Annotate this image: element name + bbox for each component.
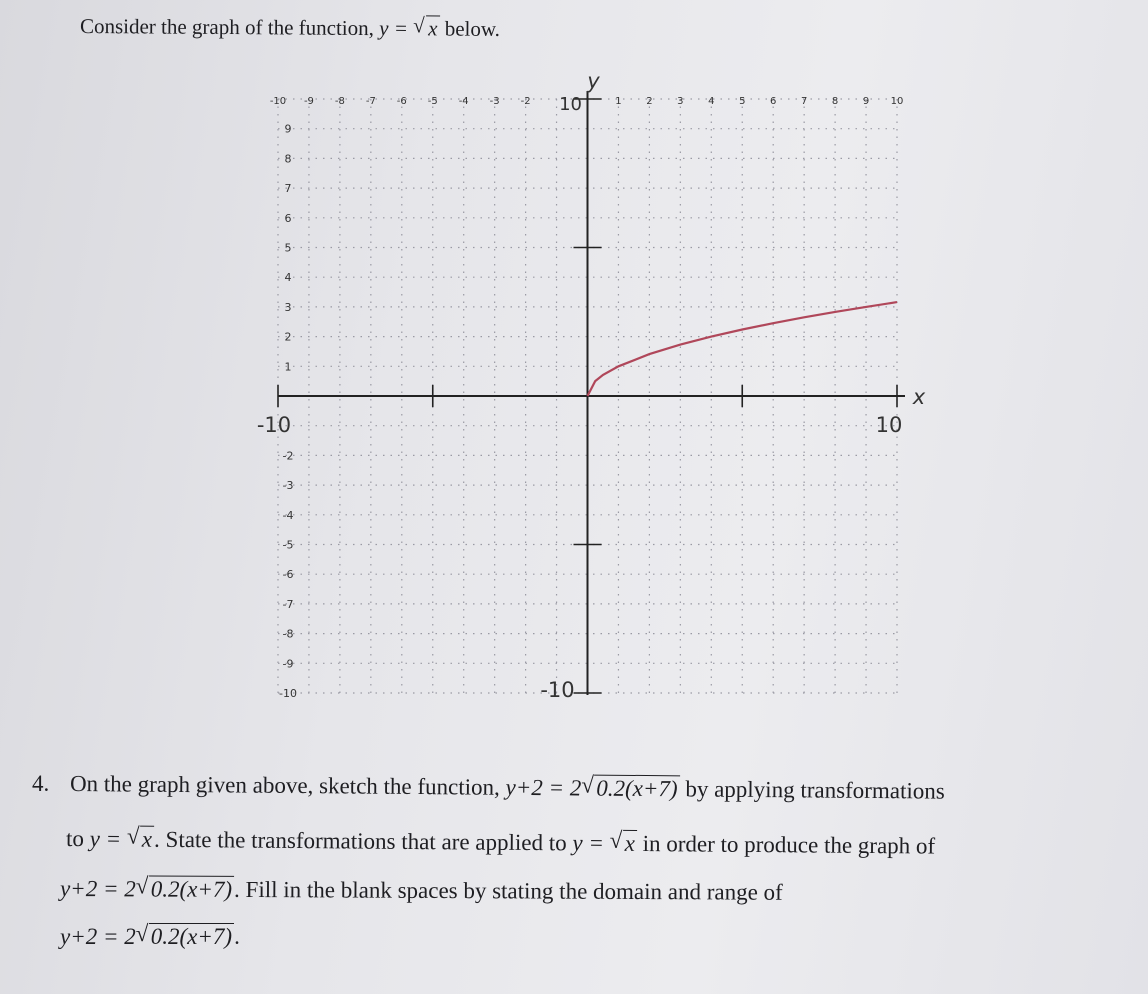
top-tick-label: -3 xyxy=(489,96,500,107)
sqrt-x-curve xyxy=(588,302,898,396)
top-tick-label: -8 xyxy=(334,96,345,107)
top-tick-label: 2 xyxy=(646,96,653,107)
left-tick-label: 5 xyxy=(284,241,292,255)
y-min-label: -10 xyxy=(540,678,575,702)
top-tick-label: 9 xyxy=(862,96,870,107)
left-tick-label: -6 xyxy=(282,568,294,582)
left-tick-label: 6 xyxy=(284,211,292,225)
left-tick-label: -7 xyxy=(282,597,294,611)
top-tick-label: -6 xyxy=(396,96,407,107)
top-tick-label: 1 xyxy=(615,96,622,107)
left-tick-label: 7 xyxy=(284,182,292,196)
base-function: y = √ x xyxy=(90,826,155,852)
left-tick-label: 3 xyxy=(284,300,292,314)
base-function: y = √ x xyxy=(572,830,637,856)
intro-text xyxy=(80,14,500,42)
top-tick-label: -2 xyxy=(520,96,531,107)
top-tick-label: -9 xyxy=(303,96,314,107)
left-tick-label: 2 xyxy=(284,330,292,344)
left-tick-label: -10 xyxy=(279,687,297,700)
y-axis-label: y xyxy=(587,69,600,93)
top-tick-label: 3 xyxy=(677,96,684,107)
top-tick-label: 10 xyxy=(559,94,583,115)
transformed-function: y+2 = 2√ 0.2(x+7) xyxy=(60,876,234,902)
question-line-2: to y = √ x. State the transformations that are applied to y = √ x in order to produce the graph of xyxy=(66,826,935,860)
x-axis-label: x xyxy=(912,385,926,409)
transformed-function: y+2 = 2√ 0.2(x+7) xyxy=(60,924,234,949)
top-tick-label: 6 xyxy=(770,96,777,107)
question-line-3: y+2 = 2√ 0.2(x+7). Fill in the blank spaces by stating the domain and range of xyxy=(60,876,783,906)
top-tick-label: 7 xyxy=(800,96,808,107)
x-max-label: 10 xyxy=(875,413,903,437)
left-tick-label: -5 xyxy=(282,538,294,552)
top-tick-label: -7 xyxy=(365,96,376,107)
left-tick-label: 4 xyxy=(284,271,292,285)
top-tick-label: 10 xyxy=(890,96,904,107)
top-tick-label: -5 xyxy=(427,96,438,107)
left-tick-label: 8 xyxy=(284,152,292,166)
intro-suffix: below. xyxy=(444,16,501,41)
intro-prefix: Consider the graph of the function, xyxy=(79,14,375,41)
left-tick-label: -9 xyxy=(282,657,294,671)
transformed-function: y+2 = 2√ 0.2(x+7) xyxy=(505,775,679,802)
top-tick-label: 5 xyxy=(739,96,746,107)
question-line-1: On the graph given above, sketch the function, y+2 = 2√ 0.2(x+7) by applying transformations xyxy=(70,771,945,805)
top-tick-label: -10 xyxy=(269,96,287,107)
top-tick-label: -4 xyxy=(458,96,469,107)
left-tick-label: 9 xyxy=(284,122,292,136)
left-tick-label: 1 xyxy=(284,360,292,374)
top-tick-label: 4 xyxy=(708,96,715,107)
left-tick-label: -8 xyxy=(282,627,294,641)
left-tick-label: -3 xyxy=(282,479,294,493)
top-tick-label: 8 xyxy=(831,96,839,107)
left-tick-label: -2 xyxy=(282,449,294,463)
intro-equation: y = √ x xyxy=(379,16,439,40)
function-graph xyxy=(235,69,926,712)
question-line-4: y+2 = 2√ 0.2(x+7). xyxy=(60,924,240,950)
left-tick-label: -4 xyxy=(282,508,294,522)
question-number: 4. xyxy=(32,771,50,796)
x-min-label: -10 xyxy=(256,413,292,437)
